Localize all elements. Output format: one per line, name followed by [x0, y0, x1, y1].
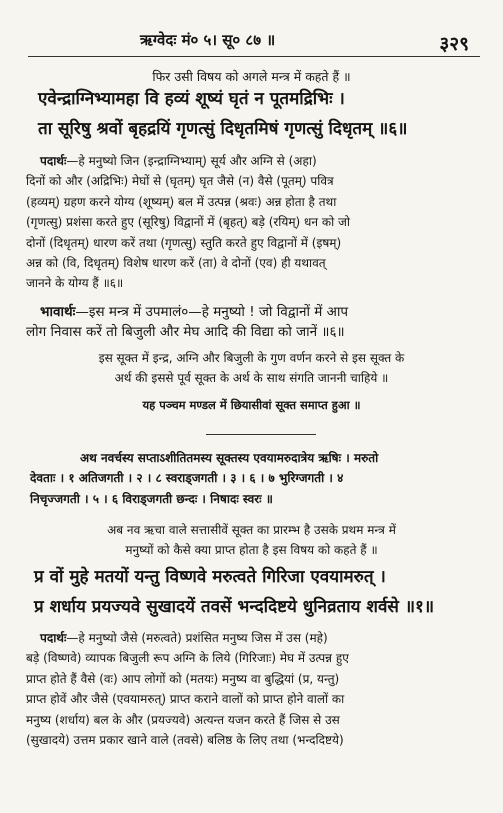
header-divider	[28, 56, 480, 57]
mantra1-meaning	[26, 628, 490, 750]
meaning1-label: पदार्थः	[40, 631, 67, 645]
meaning1-line: पदार्थः—हे मनुष्यो जैसे (मरुत्वते) प्रशंसित मनुष्य जिस में उस (महे)	[40, 631, 328, 645]
mantra1-line2: प्र शर्धाय प्रयज्यवे सुखादयें तवसें भन्ददिष्टये धुनिव्रताय शर्वसे ॥१॥	[34, 597, 435, 617]
sukta87-intro	[0, 520, 503, 561]
meaning6-line: (हव्यम्) ग्रहण करने योग्य (शूष्यम्) बल में उत्पन्न (श्रवः) अन्न होता है तथा	[26, 194, 337, 209]
mantra6-purport	[26, 302, 490, 343]
meaning6-line: जानने के योग्य हैं ॥६॥	[26, 276, 124, 291]
meaning1-line: (सुखादये) उत्तम प्रकार खाने वाले (तवसे) बलिष्ठ के लिए तथा (भन्ददिष्टये)	[26, 733, 344, 748]
sukta87-intro-line: मनुष्यों को कैसे क्या प्राप्त होता है इस विषय को कहते हैं ॥	[125, 543, 378, 558]
anukramani-line: देवताः । १ अतिजगती । २ । ८ स्वराड्जगती । ३ । ६ । ७ भुरिग्जगती । ४	[30, 471, 344, 486]
mantra6-line2: ता सूरिषु श्रवों बृहद्रयिं गृणत्सुं दिधृतमिषं गृणत्सुं दिधृतम् ॥६॥	[38, 119, 408, 139]
section1-intro: फिर उसी विषय को अगले मन्त्र में कहते हैं ॥	[152, 69, 351, 84]
meaning1-line: बड़े (विष्णवे) व्यापक बिजुली रूप अग्नि के लिये (गिरिजाः) मेघ में उत्पन्न हुए	[26, 651, 349, 666]
sukta87-intro-line: अब नव ऋचा वाले सत्तासीवें सूक्त का प्रारम्भ है उसके प्रथम मन्त्र में	[107, 523, 396, 537]
meaning6-label: पदार्थः	[40, 154, 67, 168]
anukramani-line: अथ नवर्चस्य सप्ताऽशीतितमस्य सूक्तस्य एवयामरुदात्रेय ऋषिः । मरुतो	[80, 451, 379, 465]
section-divider	[206, 434, 316, 435]
running-title: ऋग्वेदः मं० ५। सू० ८७ ॥	[140, 31, 276, 49]
mantra6-verse	[38, 84, 498, 144]
meaning1-line: प्राप्त होते हैं वैसे (वः) आप लोगों को (मतयः) मनुष्य वा बुद्धियां (प्र, यन्तु)	[26, 671, 340, 686]
meaning6-line: दोनों (दिधृतम्) धारण करें तथा (गृणत्सु) स्तुति करते हुए विद्वानों में (इषम्)	[26, 235, 342, 250]
page-number: ३२९	[439, 33, 469, 55]
meaning6-line: पदार्थः—हे मनुष्यो जिन (इन्द्राग्निभ्याम्) सूर्य और अग्नि से (अहा)	[40, 154, 317, 168]
purport6-line: भावार्थः—इस मन्त्र में उपमालं०—हे मनुष्यो ! जो विद्वानों में आप	[40, 304, 349, 320]
meaning1-line: प्राप्त होवें और जैसे (एवयामरुत्) प्राप्त कराने वालों को प्राप्त होने वालों का	[26, 692, 345, 707]
sukta86-closing: यह पञ्चम मण्डल में छियासीवां सूक्त समाप्त हुआ ॥	[142, 398, 361, 412]
meaning6-line: (गृणत्सु) प्रशंसा करते हुए (सूरिषु) विद्वानों में (बृहत्) बड़े (रयिम्) धन को जो	[26, 215, 351, 230]
meaning1-line: मनुष्य (शर्धाय) बल के और (प्रयज्यवे) अत्यन्त यजन करते हैं जिस से उस	[26, 712, 340, 727]
anukramani-line: निचृज्जगती । ५ । ६ विराड्जगती छन्दः । निषादः स्वरः ॥	[30, 491, 273, 506]
summary-line: अर्थ की इससे पूर्व सूक्त के अर्थ के साथ संगति जाननी चाहिये ॥	[114, 371, 389, 386]
mantra1-line1: प्र वों मुहे मतयों यन्तु विष्णवे मरुत्वते गिरिजा एवयामरुत् ।	[34, 567, 386, 587]
mantra6-line1: एवेन्द्राग्निभ्यामहा वि हव्यं शूष्यं घृतं न पूतमद्रिभिः ।	[38, 89, 345, 109]
sukta86-summary	[0, 348, 503, 389]
mantra6-meaning	[26, 151, 490, 294]
purport6-label: भावार्थः	[40, 304, 76, 320]
section1-intro-block	[0, 68, 503, 85]
meaning6-line: अन्न को (वि, दिधृतम्) विशेष धारण करें (ता) वे दोनों (एव) ही यथावत्	[26, 256, 326, 271]
sukta86-closing-block	[0, 398, 503, 413]
running-header	[0, 30, 503, 54]
sukta87-anukramani	[30, 448, 490, 509]
mantra1-verse	[34, 562, 498, 622]
meaning6-line: दिनों को और (अद्रिभिः) मेघों से (घृतम्) घृत जैसे (न) वैसे (पूतम्) पवित्र	[26, 174, 334, 189]
purport6-line: लोग निवास करें तो बिजुली और मेघ आदि की विद्या को जानें ॥६॥	[26, 324, 345, 341]
summary-line: इस सूक्त में इन्द्र, अग्नि और बिजुली के गुण वर्णन करने से इस सूक्त के	[98, 351, 405, 365]
